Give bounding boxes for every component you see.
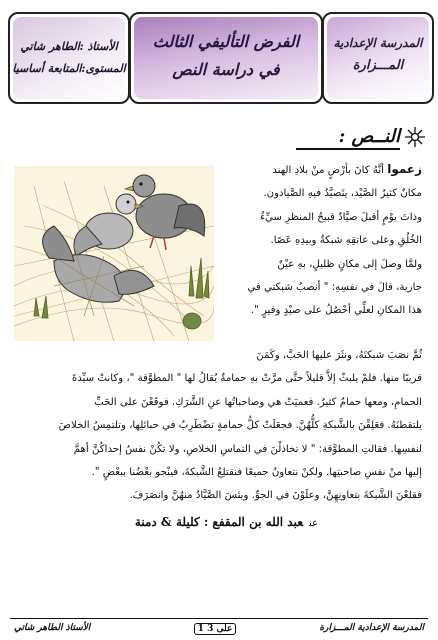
text-line: زعموا أنَّهُ كانَ بأرْضٍ منْ بلادِ الهند [272, 162, 422, 176]
exam-title: الفرض التأليفي الثالث [152, 32, 300, 51]
text-source [135, 515, 318, 529]
text-line: مكانٌ كثيرُ الصَّيْد، يتَصيَّدُ فيهِ الصَّيادون. [263, 188, 422, 200]
teacher-box [8, 12, 130, 104]
text-line: لنفسِها. فقالتِ المطوَّقة: " لا تخاذلْنَ في التماسِ الخلاصِ، ولا تكُنْ نفسُ إحداكُنَّ أهمَّ [73, 443, 422, 455]
text-line: يلتقطنَهُ. فعَلِقْنَ بالشَّبكةِ كلُّهُنَّ. فجعَلَتْ كلُّ حمامةٍ تضْطَرِبُ في حبائلِها، وتلتمِسُ الخلاصَ [58, 420, 422, 432]
source-author: عبد الله بن المقفع : كليلة & دمنة [134, 515, 304, 529]
class-level: المستوى:المتابعة أساسيا [12, 62, 126, 75]
text-body-narrow [227, 158, 422, 323]
text-body-wide [14, 344, 422, 508]
footer-school: المدرسة الإعدادية المـــزارة [319, 623, 424, 633]
school-town: المـــزارة [352, 58, 404, 73]
pigeons-net-illustration [14, 166, 214, 341]
text-line: جارية، قالَ في نفسِهِ: " أنصبُ شبكتي في [247, 282, 422, 294]
text-line: هذا المكانِ لعلِّي أحْصُلُ على صيْدٍ وفيرٍ ". [250, 305, 422, 317]
exam-box [129, 12, 323, 104]
text-line: قريبًا منها. فلمْ يلبثْ إلاَّ قليلاً حتَّى مرَّتْ بهِ حمامةٌ يُقالُ لها " المطوَّقة "، وكانتْ سيِّدةَ [71, 373, 422, 385]
exam-subject: في دراسة النص [172, 60, 280, 79]
header [4, 4, 434, 104]
teacher-name: الأستاذ :الطاهر شاتي [20, 40, 118, 53]
text-line: ولمَّا وصلَ إلى مكانٍ ظليلٍ، بهِ عيْنٌ [277, 258, 422, 270]
school-box [322, 12, 434, 104]
text-lead: زعموا [387, 162, 422, 176]
text-line: الخُلُقِ وعلى عاتقِهِ شبكةٌ وبيدِهِ عَصًا. [270, 235, 422, 247]
text-line: فقلعْنَ الشَّبكةَ بتعاونِهِنَّ، وعلَوْنَ في الجوِّ. ويئسَ الصَّيَّادُ منهُنَّ وانصَرَفَ. [129, 490, 422, 502]
footer-teacher: الأستاذ الطاهر شاتي [14, 623, 91, 633]
star-icon [404, 126, 426, 148]
school-name: المدرسة الإعدادية [333, 36, 423, 50]
text-line: ثُمَّ نصَبَ شبكتَهُ، ونثَرَ عليها الحَبَّ، وكَمَنَ [256, 350, 422, 361]
section-title: النــص : [296, 126, 400, 150]
footer-page-number: 1 على 3 [180, 623, 250, 635]
footer-divider [10, 618, 428, 619]
text-line: وذاتَ يوْمٍ أقبلَ صيَّادٌ قبيحُ المنظرِ سيِّءُ [260, 211, 422, 223]
text-line: إليها منْ نفسِ صاحبتِها. ولكنْ نتعاونُ جميعًا فنقتلِعُ الشَّبكةَ، فينْجو بعْضُنا ببعْضٍ ". [91, 467, 422, 479]
text-line: الحمامِ، ومعها حمامٌ كثيرٌ. فعميَتْ هي وصاحباتُها عنِ الشَّرَكِ. فوقَعْنَ على الحَبِّ [94, 396, 422, 408]
source-prefix: عن [309, 518, 318, 529]
